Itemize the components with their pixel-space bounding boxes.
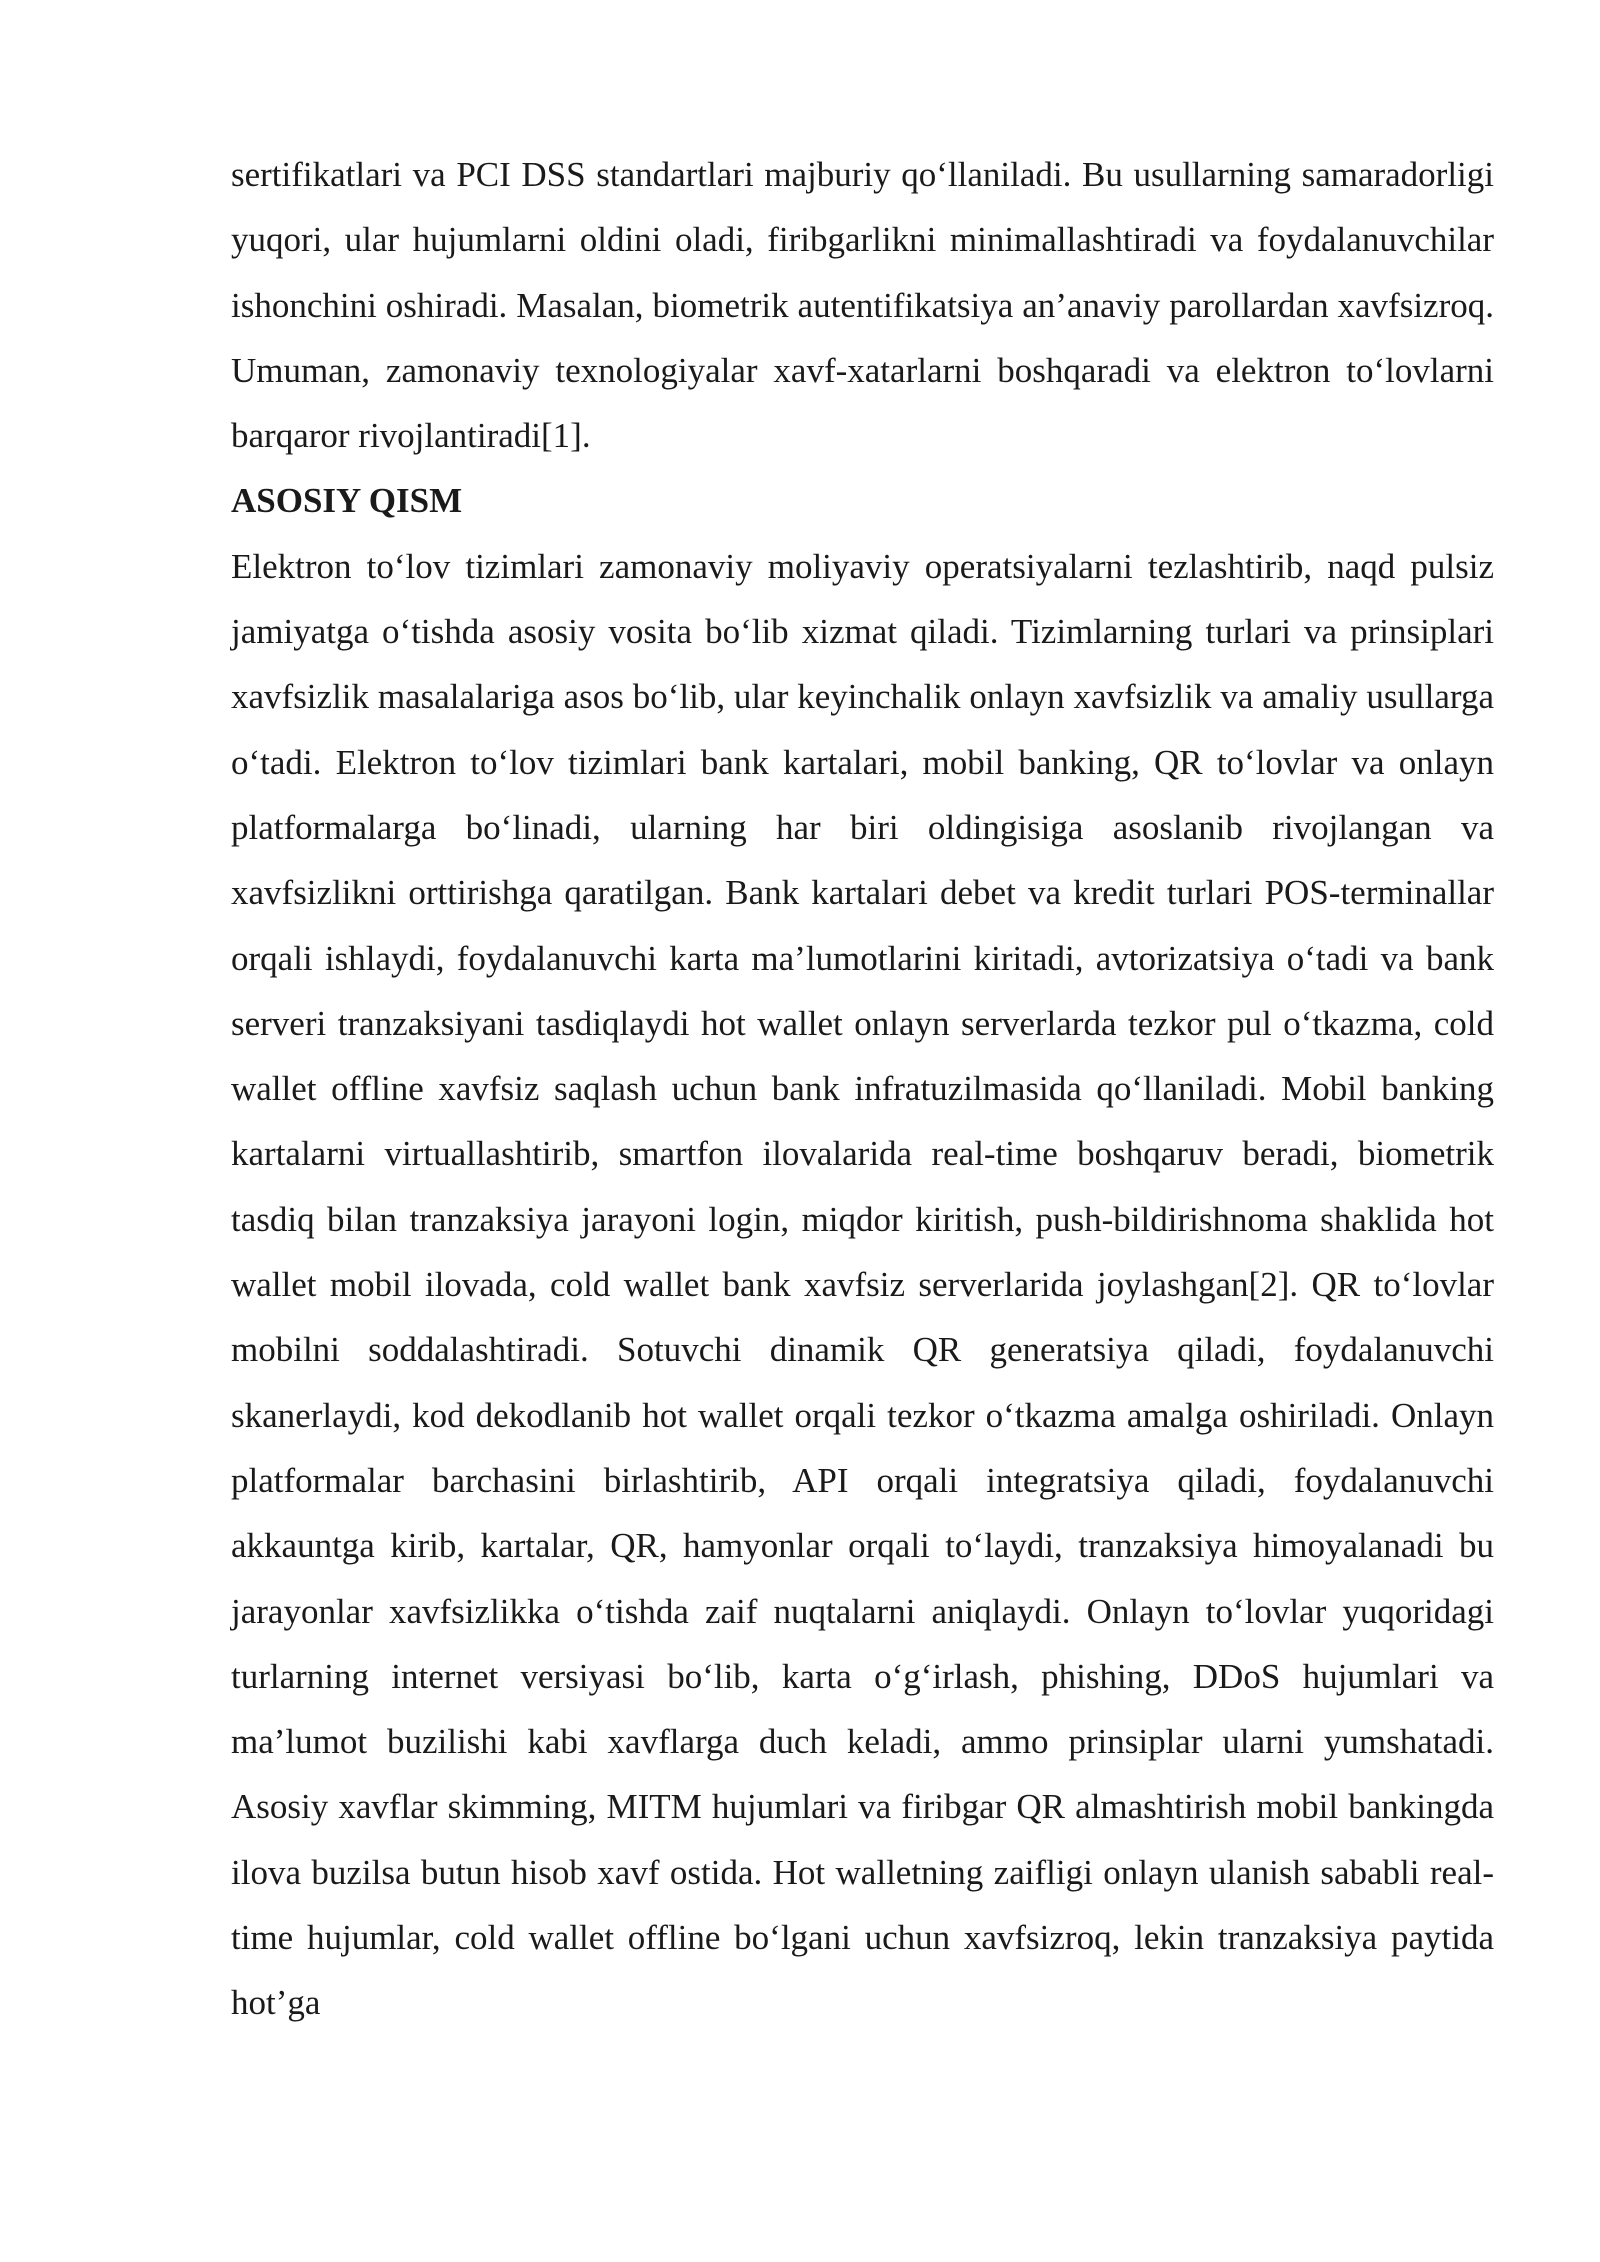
page-content: [231, 142, 1494, 2036]
main-paragraph: Elektron to‘lov tizimlari zamonaviy moliyaviy operatsiyalarni tezlashtirib, naqd pulsiz jamiyatga o‘tishda asosiy vosita bo‘lib xizmat qiladi. Tizimlarning turlari va prinsiplari xavfsizlik masalalariga asos bo‘lib, ular keyinchalik onlayn xavfsizlik va amaliy usullarga o‘tadi. Elektron to‘lov tizimlari bank kartalari, mobil banking, QR to‘lovlar va onlayn platformalarga bo‘linadi, ularning har biri oldingisiga asoslanib rivojlangan va xavfsizlikni orttirishga qaratilgan. Bank kartalari debet va kredit turlari POS-terminallar orqali ishlaydi, foydalanuvchi karta ma’lumotlarini kiritadi, avtorizatsiya o‘tadi va bank serveri tranzaksiyani tasdiqlaydi hot wallet onlayn serverlarda tezkor pul o‘tkazma, cold wallet offline xavfsiz saqlash uchun bank infratuzilmasida qo‘llaniladi. Mobil banking kartalarni virtuallashtirib, smartfon ilovalarida real-time boshqaruv beradi, biometrik tasdiq bilan tranzaksiya jarayoni login, miqdor kiritish, push-bildirishnoma shaklida hot wallet mobil ilovada, cold wallet bank xavfsiz serverlarida joylashgan[2]. QR to‘lovlar mobilni soddalashtiradi. Sotuvchi dinamik QR generatsiya qiladi, foydalanuvchi skanerlaydi, kod dekodlanib hot wallet orqali tezkor o‘tkazma amalga oshiriladi. Onlayn platformalar barchasini birlashtirib, API orqali integratsiya qiladi, foydalanuvchi akkauntga kirib, kartalar, QR, hamyonlar orqali to‘laydi, tranzaksiya himoyalanadi bu jarayonlar xavfsizlikka o‘tishda zaif nuqtalarni aniqlaydi. Onlayn to‘lovlar yuqoridagi turlarning internet versiyasi bo‘lib, karta o‘g‘irlash, phishing, DDoS hujumlari va ma’lumot buzilishi kabi xavflarga duch keladi, ammo prinsiplar ularni yumshatadi. Asosiy xavflar skimming, MITM hujumlari va firibgar QR almashtirish mobil bankingda ilova buzilsa butun hisob xavf ostida. Hot walletning zaifligi onlayn ulanish sababli real-time hujumlar, cold wallet offline bo‘lgani uchun xavfsizroq, lekin tranzaksiya paytida hot’ga: [231, 546, 1494, 2023]
section-heading: ASOSIY QISM: [231, 481, 463, 521]
intro-paragraph: sertifikatlari va PCI DSS standartlari majburiy qo‘llaniladi. Bu usullarning samaradorligi yuqori, ular hujumlarni oldini oladi, firibgarlikni minimallashtiradi va foydalanuvchilar ishonchini oshiradi. Masalan, biometrik autentifikatsiya an’anaviy parollardan xavfsizroq. Umuman, zamonaviy texnologiyalar xavf-xatarlarni boshqaradi va elektron to‘lovlarni barqaror rivojlantiradi[1].: [231, 155, 1494, 456]
